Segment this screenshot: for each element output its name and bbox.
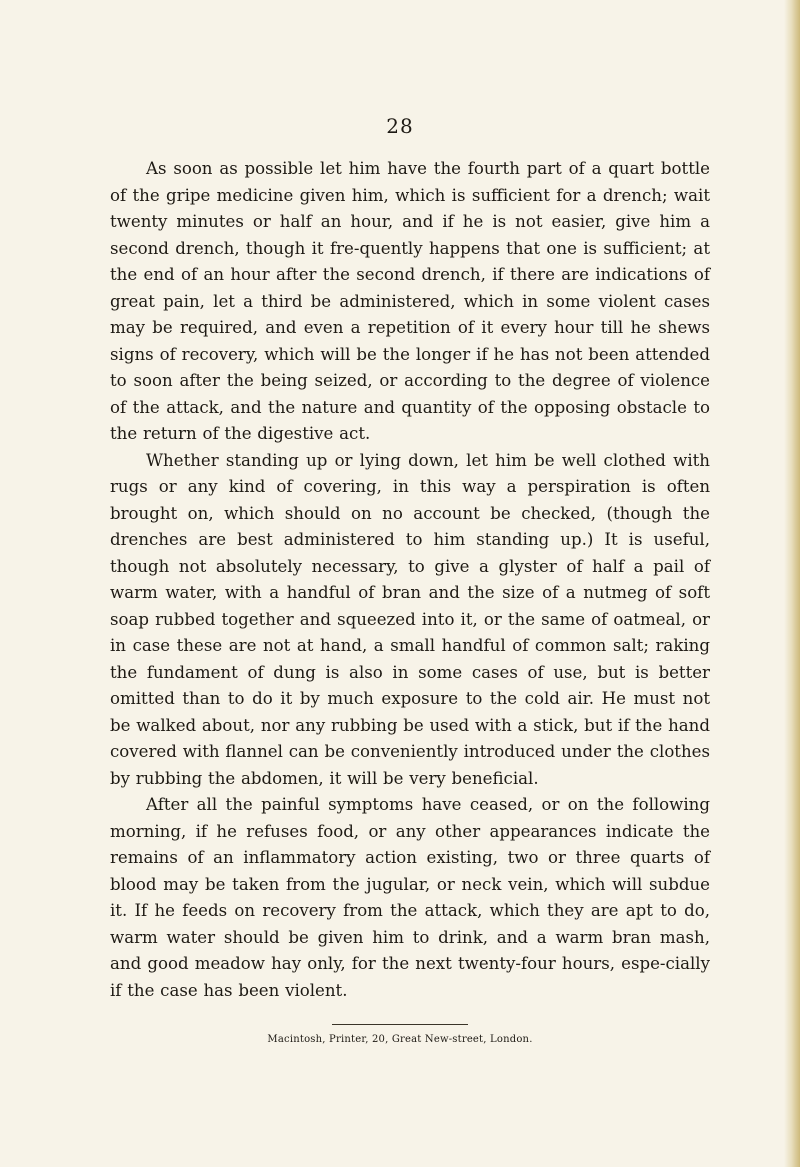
page-number: 28 [386,114,414,138]
page-edge-shadow [784,0,800,1167]
printer-imprint: Macintosh, Printer, 20, Great New-street, London. [267,1034,533,1045]
paragraph-2: Whether standing up or lying down, let him be well clothed with rugs or any kind of covering, in this way a perspiration is often brought on, which should on no account be checked, (though the drenches are best administered to him standing up.) It is useful, though not absolutely necessary, to give a glyster of half a pail of warm water, with a handful of bran and the size of a nutmeg of soft soap rubbed together and squeezed into it, or the same of oatmeal, or in case these are not at hand, a small handful of common salt; raking the fundament of dung is also in some cases of use, but is better omitted than to do it by much exposure to the cold air. He must not be walked about, nor any rubbing be used with a stick, but if the hand covered with flannel can be conveniently introduced under the clothes by rubbing the abdomen, it will be very beneficial. [110,450,710,788]
body-text [110,156,710,1004]
paragraph-3: After all the painful symptoms have ceased, or on the following morning, if he refuses food, or any other appearances indicate the remains of an inflammatory action existing, two or three quarts of blood may be taken from the jugular, or neck vein, which will subdue it. If he feeds on recovery from the attack, which they are apt to do, warm water should be given him to drink, and a warm bran mash, and good meadow hay only, for the next twenty-four hours, espe-cially if the case has been violent. [110,795,710,1000]
paragraph-1: As soon as possible let him have the fourth part of a quart bottle of the gripe medicine given him, which is sufficient for a drench; wait twenty minutes or half an hour, and if he is not easier, give him a second drench, though it fre-quently happens that one is sufficient; at the end of an hour after the second drench, if there are indications of great pain, let a third be administered, which in some violent cases may be required, and even a repetition of it every hour till he shews signs of recovery, which will be the longer if he has not been attended to soon after the being seized, or according to the degree of violence of the attack, and the nature and quantity of the opposing obstacle to the return of the digestive act. [110,159,710,443]
footer-rule [332,1024,468,1025]
